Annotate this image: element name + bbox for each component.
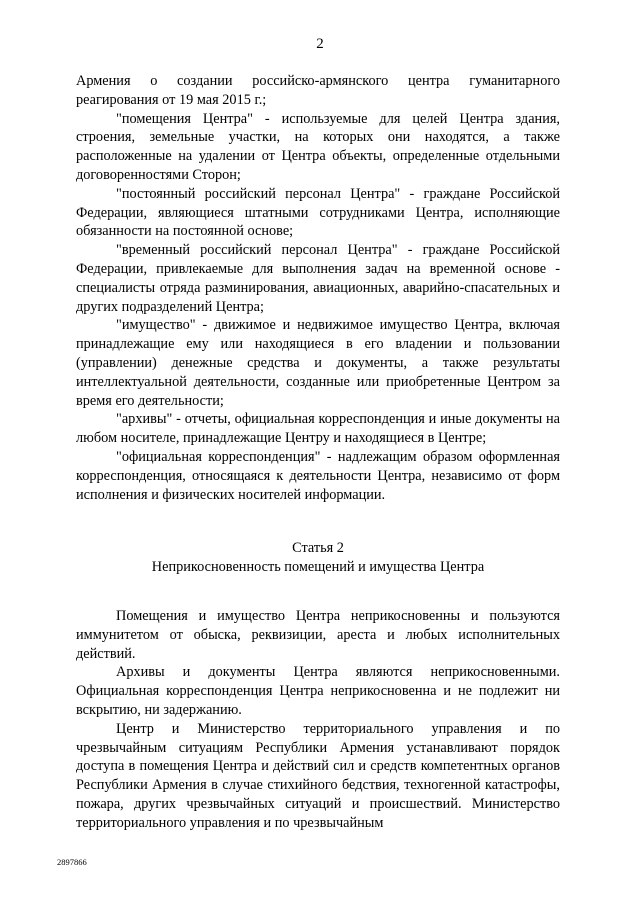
document-code: 2897866 xyxy=(57,857,87,867)
definitions-block xyxy=(76,72,560,504)
article-paragraph-2: Архивы и документы Центра являются неприкосновенными. Официальная корреспонденция Центра неприкосновенна и не подлежит ни вскрытию, ни задержанию. xyxy=(76,664,560,718)
definition-archives: "архивы" - отчеты, официальная корреспонденция и иные документы на любом носителе, принадлежащие Центру и находящиеся в Центре; xyxy=(76,411,560,447)
definition-official-correspondence: "официальная корреспонденция" - надлежащим образом оформленная корреспонденция, относящаяся к деятельности Центра, независимо от форм исполнения и физических носителей информации. xyxy=(76,448,560,503)
article-paragraph-1: Помещения и имущество Центра неприкосновенны и пользуются иммунитетом от обыска, реквизиции, ареста и любых исполнительных действий. xyxy=(76,608,560,662)
page-number: 2 xyxy=(316,36,324,52)
definition-property: "имущество" - движимое и недвижимое имущество Центра, включая принадлежащие ему или находящиеся в его владении и пользовании (управлении) денежные средства и документы, а также результаты интеллектуальной деятельности, созданные или приобретенные Центром за время его деятельности; xyxy=(76,317,560,409)
definition-premises: "помещения Центра" - используемые для целей Центра здания, строения, земельные участки, на которых они находятся, а также расположенные на удалении от Центра объекты, определенные отдельными договоренностями Сторон; xyxy=(76,110,560,183)
definition-permanent-personnel: "постоянный российский персонал Центра" - граждане Российской Федерации, являющиеся штатными сотрудниками Центра, исполняющие обязанности на постоянной основе; xyxy=(76,185,560,240)
article-paragraph-3: Центр и Министерство территориального управления и по чрезвычайным ситуациям Республики Армения устанавливают порядок доступа в помещения Центра и действий сил и средств компетентных органов Республики Армения в случае стихийного бедствия, техногенной катастрофы, пожара, других чрезвычайных ситуаций и происшествий. Министерство территориального управления и по чрезвычайным xyxy=(76,720,560,831)
article-body xyxy=(76,607,560,833)
article-number: Статья 2 xyxy=(292,540,344,556)
definition-temporary-personnel: "временный российский персонал Центра" - граждане Российской Федерации, привлекаемые для выполнения задач на временной основе - специалисты отряда разминирования, авиационных, аварийно-спасательных и других подразделений Центра; xyxy=(76,242,560,315)
article-title: Неприкосновенность помещений и имущества Центра xyxy=(151,559,485,575)
paragraph-continuation: Армения о создании российско-армянского центра гуманитарного реагирования от 19 мая 2015 г.; xyxy=(76,73,560,108)
